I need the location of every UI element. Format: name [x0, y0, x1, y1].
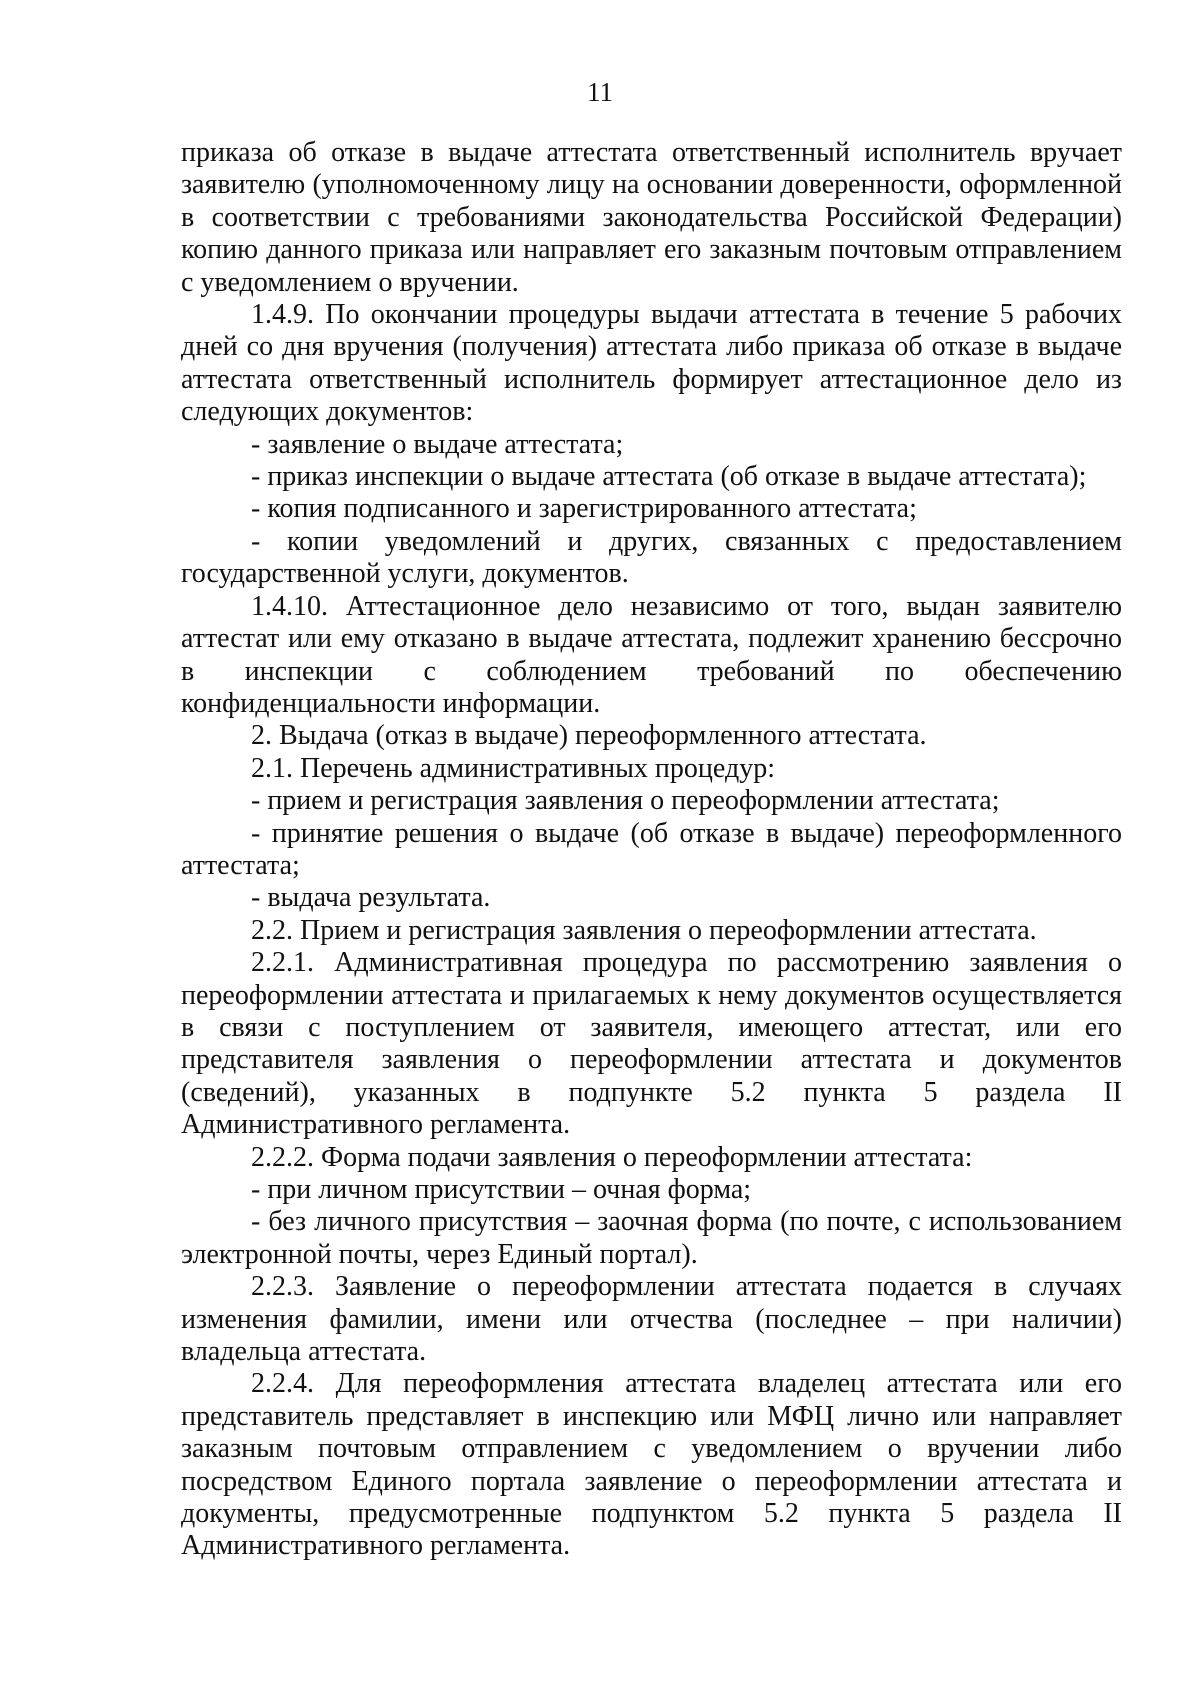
- paragraph-2-1: 2.1. Перечень административных процедур:: [251, 752, 775, 784]
- list-item: - принятие решения о выдаче (об отказе в выдаче) переоформленного аттестата;: [181, 817, 1122, 881]
- paragraph-2-2-2: 2.2.2. Форма подачи заявления о переоформлении аттестата:: [251, 1141, 973, 1173]
- list-item: - копии уведомлений и других, связанных с предоставлением государственной услуги, документов.: [181, 525, 1122, 590]
- section-heading-2: 2. Выдача (отказ в выдаче) переоформленного аттестата.: [251, 720, 927, 752]
- paragraph-continuation: приказа об отказе в выдаче аттестата ответственный исполнитель вручает заявителю (уполномоченному лицу на основании доверенности, оформленной в соответствии с требованиями законодательства Российской Федерации) копию данного приказа или направляет его заказным почтовым отправлением с уведомлением о вручении.: [181, 137, 1122, 298]
- paragraph-2-2-3: 2.2.3. Заявление о переоформлении аттестата подается в случаях изменения фамилии, имени или отчества (последнее – при наличии) владельца аттестата.: [181, 1271, 1122, 1368]
- paragraph-2-2: 2.2. Прием и регистрация заявления о переоформлении аттестата.: [251, 914, 1037, 946]
- document-body: [181, 137, 1122, 1563]
- paragraph-1-4-9: 1.4.9. По окончании процедуры выдачи аттестата в течение 5 рабочих дней со дня вручения (получения) аттестата либо приказа об отказе в выдаче аттестата ответственный исполнитель формирует аттестационное дело из следующих документов:: [181, 299, 1122, 428]
- paragraph-2-2-1: 2.2.1. Административная процедура по рассмотрению заявления о переоформлении аттестата и прилагаемых к нему документов осуществляется в связи с поступлением от заявителя, имеющего аттестат, или его представителя заявления о переоформлении аттестата и документов (сведений), указанных в подпункте 5.2 пункта 5 раздела II Административного регламента.: [181, 947, 1122, 1141]
- paragraph-1-4-10: 1.4.10. Аттестационное дело независимо от того, выдан заявителю аттестат или ему отказано в выдаче аттестата, подлежит хранению бессрочно в инспекции с соблюдением требований по обеспечению конфиденциальности информации.: [181, 590, 1122, 719]
- page-number: 11: [587, 77, 613, 107]
- list-item: - выдача результата.: [251, 882, 491, 914]
- list-item: - при личном присутствии – очная форма;: [251, 1174, 752, 1205]
- list-item: - прием и регистрация заявления о переоформлении аттестата;: [251, 785, 1000, 817]
- list-item: - заявление о выдаче аттестата;: [251, 428, 624, 460]
- paragraph-2-2-4: 2.2.4. Для переоформления аттестата владелец аттестата или его представитель представляет в инспекцию или МФЦ лично или направляет заказным почтовым отправлением с уведомлением о вручении либо посредством Единого портала заявление о переоформлении аттестата и документы, предусмотренные подпунктом 5.2 пункта 5 раздела II Административного регламента.: [181, 1368, 1122, 1562]
- list-item: - приказ инспекции о выдаче аттестата (об отказе в выдаче аттестата);: [251, 461, 1087, 493]
- list-item: - без личного присутствия – заочная форма (по почте, с использованием электронной почты, через Единый портал).: [181, 1206, 1122, 1270]
- list-item: - копия подписанного и зарегистрированного аттестата;: [251, 493, 917, 525]
